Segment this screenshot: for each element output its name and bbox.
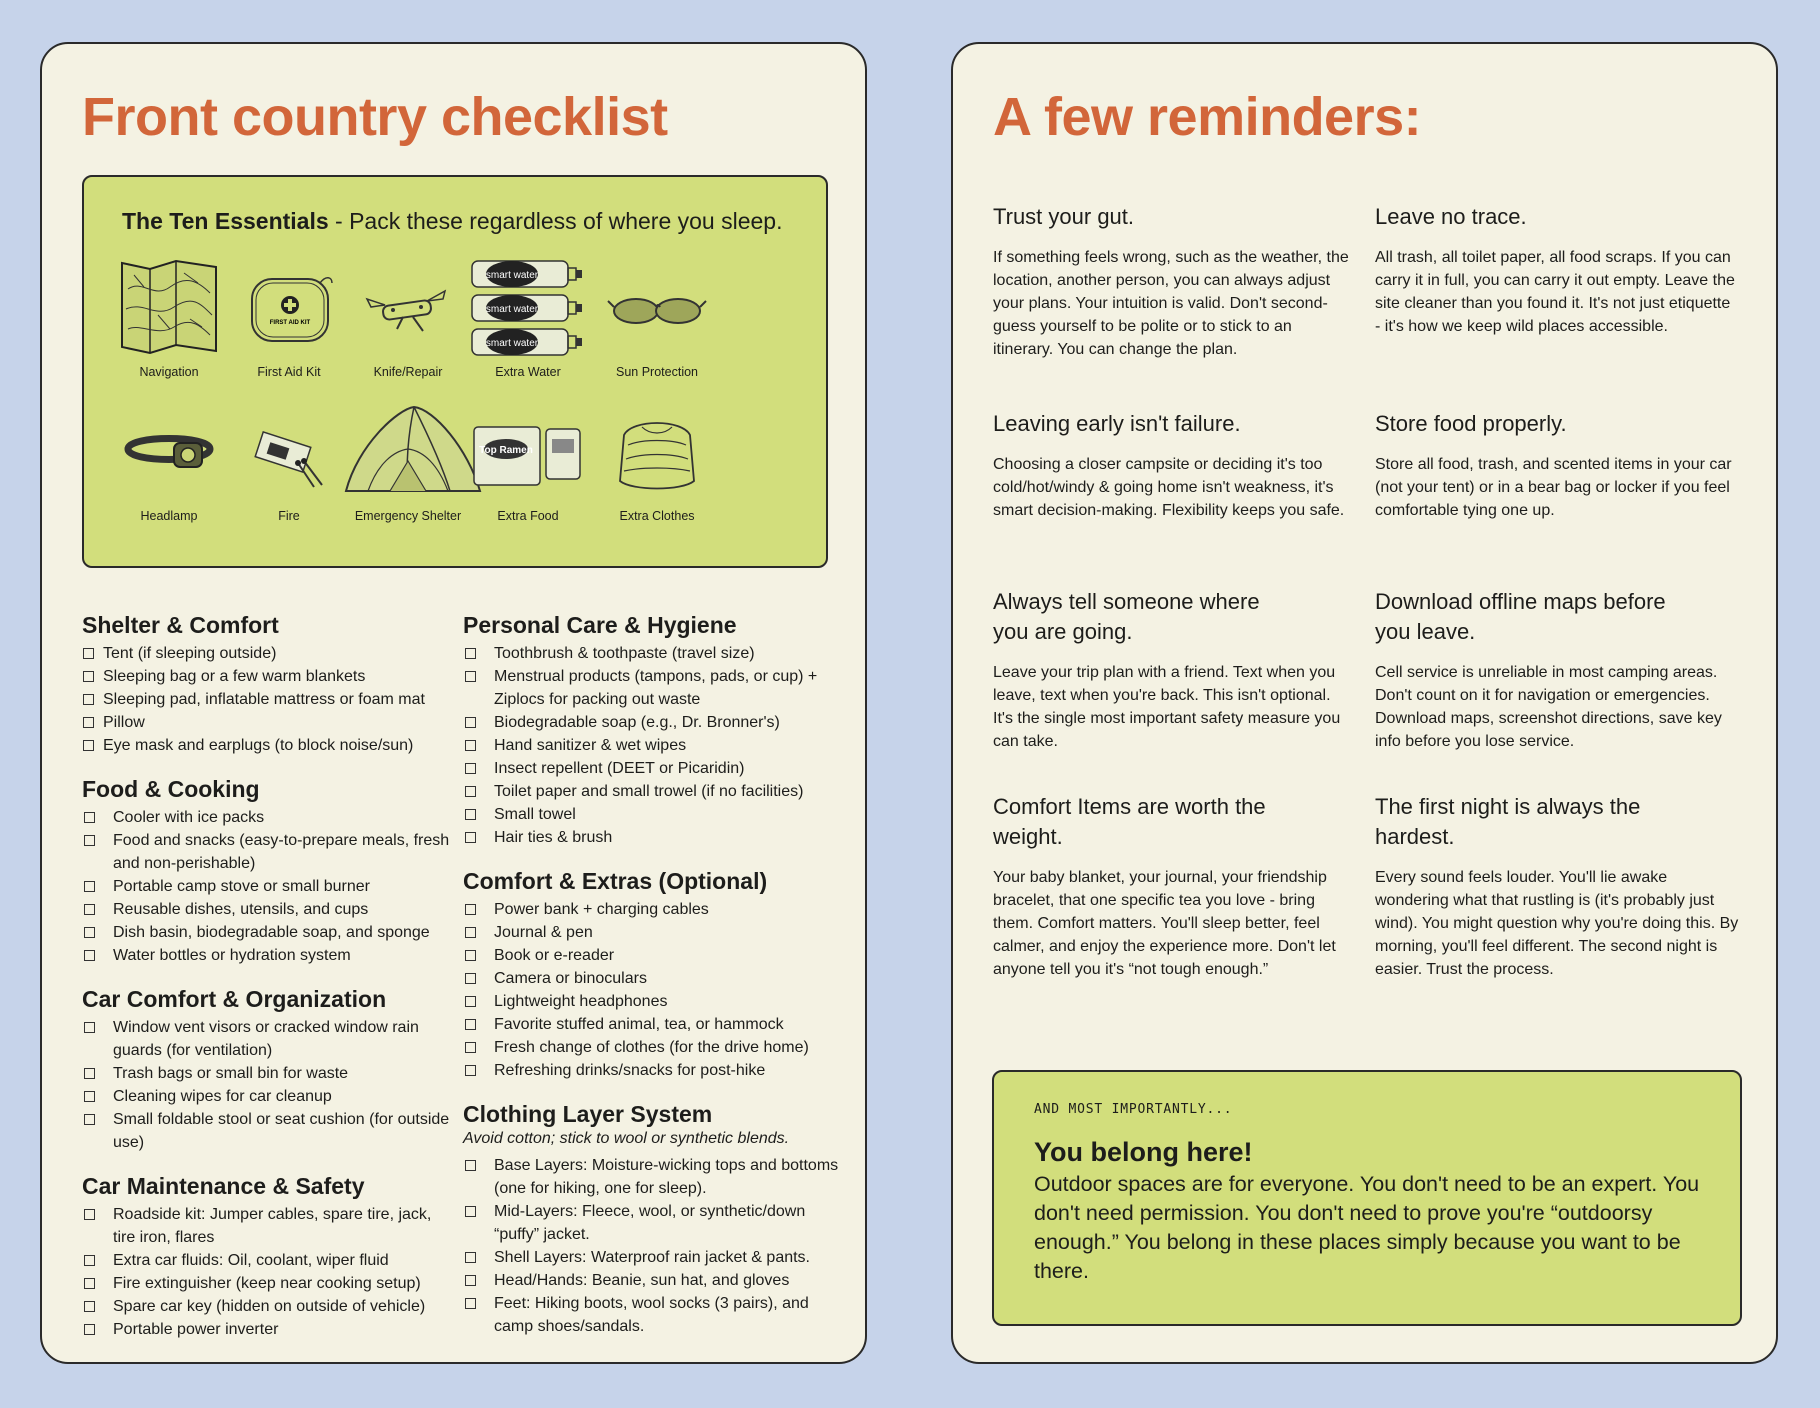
checklist-item <box>82 711 454 734</box>
checkbox[interactable] <box>84 1068 95 1079</box>
checklist-item-label: Book or e-reader <box>494 947 615 964</box>
reminder-body: All trash, all toilet paper, all food scraps. If you can carry it in full, you can carry it out empty. Leave the site cleaner than you found it. It's not just etiquette - it's how we keep wild places accessible. <box>1375 249 1735 335</box>
reminder-tell-someone <box>993 587 1341 753</box>
category-car-safety <box>82 1173 454 1341</box>
essential-navigation <box>99 259 239 379</box>
essential-label: Extra Food <box>497 509 559 523</box>
checklist-item-label: Fire extinguisher (keep near cooking setup) <box>113 1275 421 1292</box>
category-title: Shelter & Comfort <box>82 612 279 638</box>
checklist-panel <box>40 42 867 1364</box>
checkbox[interactable] <box>83 694 94 705</box>
checkbox[interactable] <box>465 904 476 915</box>
checkbox[interactable] <box>84 1324 95 1335</box>
essential-label: Fire <box>278 509 300 523</box>
checklist-item-label: Trash bags or small bin for waste <box>113 1065 349 1082</box>
checklist-item <box>82 1295 454 1318</box>
reminder-title: Download offline maps before you leave. <box>1375 589 1666 644</box>
checkbox[interactable] <box>465 1160 476 1171</box>
checklist-item-label: Toothbrush & toothpaste (travel size) <box>494 645 755 662</box>
checklist-item <box>82 875 454 898</box>
ten-essentials-heading-rest: - Pack these regardless of where you sleep. <box>328 208 783 234</box>
reminder-trust-gut <box>993 202 1353 361</box>
checklist-item-label: Mid-Layers: Fleece, wool, or synthetic/down “puffy” jacket. <box>494 1203 806 1243</box>
page-title: Front country checklist <box>82 87 668 147</box>
checkbox[interactable] <box>84 881 95 892</box>
water-bottles-icon <box>468 259 588 359</box>
checklist-item <box>82 829 454 875</box>
checklist <box>463 642 843 849</box>
checkbox[interactable] <box>465 740 476 751</box>
checkbox[interactable] <box>465 996 476 1007</box>
reminder-title: Store food properly. <box>1375 411 1567 436</box>
category-car-comfort <box>82 986 454 1154</box>
checklist-item-label: Base Layers: Moisture-wicking tops and bottoms (one for hiking, one for sleep). <box>494 1157 839 1197</box>
checklist-column-left <box>82 612 454 1360</box>
checklist-item <box>463 734 843 757</box>
checklist-item-label: Cooler with ice packs <box>113 809 265 826</box>
reminder-offline-maps <box>1375 587 1722 753</box>
checklist-item-label: Hand sanitizer & wet wipes <box>494 737 687 754</box>
category-title: Car Comfort & Organization <box>82 986 387 1012</box>
essential-label: Headlamp <box>140 509 198 523</box>
reminder-title: Comfort Items are worth the weight. <box>993 794 1266 849</box>
checkbox[interactable] <box>84 1209 95 1220</box>
checklist-item <box>463 1154 843 1200</box>
checkbox[interactable] <box>84 1091 95 1102</box>
checklist-item-label: Journal & pen <box>494 924 593 941</box>
checklist-item <box>463 1036 843 1059</box>
checklist-item <box>82 1108 454 1154</box>
ten-essentials-heading-bold: The Ten Essentials <box>122 208 329 234</box>
svg-text:FIRST AID KIT: FIRST AID KIT <box>269 320 311 326</box>
checklist-item <box>463 1059 843 1082</box>
checklist-item-label: Reusable dishes, utensils, and cups <box>113 901 369 918</box>
checklist-item-label: Head/Hands: Beanie, sun hat, and gloves <box>494 1272 790 1289</box>
checklist-item <box>463 665 843 711</box>
checklist <box>82 806 454 967</box>
checkbox[interactable] <box>84 1278 95 1289</box>
checklist <box>463 898 843 1082</box>
most-important-box <box>992 1070 1742 1326</box>
checkbox[interactable] <box>465 1275 476 1286</box>
category-title: Comfort & Extras (Optional) <box>463 868 768 894</box>
essential-clothes <box>587 405 727 523</box>
reminder-first-night <box>1375 792 1739 981</box>
essential-label: Navigation <box>139 365 199 379</box>
category-personal-care <box>463 612 843 849</box>
important-title: You belong here! <box>1034 1137 1253 1167</box>
checklist-item <box>82 1062 454 1085</box>
checklist-item <box>463 826 843 849</box>
checkbox[interactable] <box>83 648 94 659</box>
checklist-item-label: Small foldable stool or seat cushion (for outside use) <box>113 1111 450 1151</box>
checklist-item-label: Cleaning wipes for car cleanup <box>113 1088 332 1105</box>
reminder-body: Leave your trip plan with a friend. Text when you leave, text when you're back. This isn't optional. It's the single most important safety measure you can take. <box>993 664 1341 750</box>
checklist-item-label: Window vent visors or cracked window rain guards (for ventilation) <box>113 1019 419 1059</box>
checkbox[interactable] <box>465 671 476 682</box>
reminder-body: Every sound feels louder. You'll lie awake wondering what that rustling is (it's probably just wind). You might question why you're doing this. By morning, you'll feel different. The second night is easier. Trust the process. <box>1375 869 1739 978</box>
checklist-item <box>463 921 843 944</box>
ten-essentials-heading <box>122 208 783 235</box>
svg-text:smart water: smart water <box>485 338 539 349</box>
checklist-item-label: Camera or binoculars <box>494 970 647 987</box>
reminder-title: The first night is always the hardest. <box>1375 794 1641 849</box>
folded-jacket-icon <box>602 405 712 505</box>
reminder-body: Your baby blanket, your journal, your friendship bracelet, that one specific tea you love - bring them. Comfort matters. You'll sleep better, feel calmer, and enjoy the experience more. Don't let anyone tell you it's “not tough enough.” <box>993 869 1336 978</box>
category-comfort-extras <box>463 868 843 1082</box>
checklist <box>82 1016 454 1154</box>
checkbox[interactable] <box>465 1252 476 1263</box>
checklist-item <box>463 1246 843 1269</box>
checkbox[interactable] <box>84 1301 95 1312</box>
checklist-item <box>82 921 454 944</box>
checkbox[interactable] <box>465 1206 476 1217</box>
checklist <box>463 1154 843 1338</box>
checklist-item <box>82 806 454 829</box>
checklist-item-label: Water bottles or hydration system <box>113 947 351 964</box>
first-aid-kit-icon <box>234 259 344 359</box>
checklist-item <box>463 944 843 967</box>
essential-label: Extra Clothes <box>619 509 695 523</box>
checklist-item <box>463 1013 843 1036</box>
checklist-item <box>82 734 454 757</box>
essential-label: First Aid Kit <box>257 365 321 379</box>
reminders-title: A few reminders: <box>993 87 1422 147</box>
checklist-item <box>463 967 843 990</box>
checklist-item-label: Portable camp stove or small burner <box>113 878 370 895</box>
checkbox[interactable] <box>465 832 476 843</box>
checklist-item-label: Portable power inverter <box>113 1321 279 1338</box>
essential-label: Knife/Repair <box>373 365 443 379</box>
checkbox[interactable] <box>465 927 476 938</box>
checklist-item <box>82 1272 454 1295</box>
essential-label: Sun Protection <box>616 365 698 379</box>
checklist-item-label: Refreshing drinks/snacks for post-hike <box>494 1062 766 1079</box>
checklist-item <box>463 711 843 734</box>
checkbox[interactable] <box>465 809 476 820</box>
reminder-body: Choosing a closer campsite or deciding it's too cold/hot/windy & going home isn't weakness, it's smart decision-making. Flexibility keeps you safe. <box>993 456 1345 519</box>
essential-headlamp <box>99 405 239 523</box>
essential-shelter <box>338 405 478 523</box>
checklist-item <box>463 1200 843 1246</box>
checklist-item-label: Biodegradable soap (e.g., Dr. Bronner's) <box>494 714 780 731</box>
checklist-item <box>82 1318 454 1341</box>
checkbox[interactable] <box>84 904 95 915</box>
checklist-item-label: Shell Layers: Waterproof rain jacket & pants. <box>494 1249 810 1266</box>
checklist-column-right <box>463 612 843 1357</box>
svg-text:Top Ramen: Top Ramen <box>479 445 533 456</box>
checklist-item-label: Small towel <box>494 806 576 823</box>
reminder-title: Leaving early isn't failure. <box>993 411 1241 436</box>
checklist-item-label: Lightweight headphones <box>494 993 668 1010</box>
checkbox[interactable] <box>84 812 95 823</box>
ten-essentials-box <box>82 175 828 568</box>
checklist-item <box>463 757 843 780</box>
checklist-item <box>463 1269 843 1292</box>
category-clothing-layers <box>463 1101 843 1338</box>
reminder-body: Store all food, trash, and scented items in your car (not your tent) or in a bear bag or locker if you feel comfortable tying one up. <box>1375 456 1732 519</box>
essential-label: Emergency Shelter <box>354 509 462 523</box>
essential-food <box>458 405 598 523</box>
checklist-item <box>463 803 843 826</box>
reminder-store-food <box>1375 409 1735 522</box>
checklist-item <box>463 780 843 803</box>
reminders-panel <box>951 42 1778 1364</box>
multitool-icon <box>353 259 463 359</box>
category-title: Car Maintenance & Safety <box>82 1173 365 1199</box>
checklist-item-label: Fresh change of clothes (for the drive home) <box>494 1039 809 1056</box>
checkbox[interactable] <box>465 1065 476 1076</box>
checklist-item-label: Extra car fluids: Oil, coolant, wiper fluid <box>113 1252 389 1269</box>
checkbox[interactable] <box>465 648 476 659</box>
category-shelter-comfort <box>82 612 454 757</box>
checklist-item-label: Menstrual products (tampons, pads, or cup) + Ziplocs for packing out waste <box>494 668 818 708</box>
checklist-item-label: Dish basin, biodegradable soap, and sponge <box>113 924 430 941</box>
checklist <box>82 1203 454 1341</box>
checklist-item <box>82 665 454 688</box>
important-kicker: AND MOST IMPORTANTLY... <box>1034 1102 1233 1117</box>
category-title: Food & Cooking <box>82 776 260 802</box>
checklist-item <box>82 688 454 711</box>
checklist <box>82 642 454 757</box>
reminder-leave-no-trace <box>1375 202 1735 338</box>
essential-knife <box>338 259 478 379</box>
checkbox[interactable] <box>465 717 476 728</box>
checklist-item-label: Power bank + charging cables <box>494 901 709 918</box>
reminder-leaving-early <box>993 409 1353 522</box>
checklist-item-label: Food and snacks (easy-to-prepare meals, fresh and non-perishable) <box>113 832 450 872</box>
category-food-cooking <box>82 776 454 967</box>
checkbox[interactable] <box>465 1042 476 1053</box>
checkbox[interactable] <box>84 927 95 938</box>
checkbox[interactable] <box>465 1298 476 1309</box>
matches-icon <box>234 405 344 505</box>
checkbox[interactable] <box>84 1114 95 1125</box>
reminder-body: If something feels wrong, such as the weather, the location, another person, you can always adjust your plans. Your intuition is valid. Don't second-guess yourself to be polite or to stick to an itinerary. You can change the plan. <box>993 249 1349 358</box>
checkbox[interactable] <box>84 835 95 846</box>
svg-text:smart water: smart water <box>485 304 539 315</box>
svg-text:smart water: smart water <box>485 270 539 281</box>
checklist-item-label: Roadside kit: Jumper cables, spare tire, jack, tire iron, flares <box>113 1206 432 1246</box>
checkbox[interactable] <box>84 1022 95 1033</box>
reminder-title: Always tell someone where you are going. <box>993 589 1260 644</box>
checklist-item <box>82 1249 454 1272</box>
checkbox[interactable] <box>84 950 95 961</box>
checklist-item <box>463 642 843 665</box>
sunglasses-icon <box>602 259 712 359</box>
food-packages-icon <box>468 405 588 505</box>
checklist-item <box>463 1292 843 1338</box>
checklist-item-label: Hair ties & brush <box>494 829 613 846</box>
category-note: Avoid cotton; stick to wool or synthetic blends. <box>463 1130 790 1147</box>
checkbox[interactable] <box>83 717 94 728</box>
checklist-item <box>82 944 454 967</box>
checklist-item <box>82 1085 454 1108</box>
checklist-item-label: Feet: Hiking boots, wool socks (3 pairs), and camp shoes/sandals. <box>494 1295 809 1335</box>
reminder-comfort-items <box>993 792 1336 981</box>
important-body: Outdoor spaces are for everyone. You don't need to be an expert. You don't need permission. You don't need to prove you're “outdoorsy enough.” You belong in these places simply because you want to be there. <box>1034 1172 1700 1283</box>
checkbox[interactable] <box>465 763 476 774</box>
checklist-item <box>82 642 454 665</box>
essential-sun <box>587 259 727 379</box>
headlamp-icon <box>114 405 224 505</box>
reminder-body: Cell service is unreliable in most camping areas. Don't count on it for navigation or emergencies. Download maps, screenshot directions, save key info before you lose service. <box>1375 664 1722 750</box>
essential-label: Extra Water <box>495 365 561 379</box>
category-title: Clothing Layer System <box>463 1101 713 1127</box>
map-icon <box>114 259 224 359</box>
checkbox[interactable] <box>84 1255 95 1266</box>
checklist-item-label: Eye mask and earplugs (to block noise/sun) <box>103 737 414 754</box>
reminder-title: Trust your gut. <box>993 204 1135 229</box>
checklist-item-label: Insect repellent (DEET or Picaridin) <box>494 760 745 777</box>
checklist-item <box>82 1203 454 1249</box>
checklist-item-label: Favorite stuffed animal, tea, or hammock <box>494 1016 784 1033</box>
checklist-item <box>82 1016 454 1062</box>
checklist-item-label: Pillow <box>103 714 145 731</box>
checkbox[interactable] <box>465 950 476 961</box>
category-title: Personal Care & Hygiene <box>463 612 737 638</box>
checklist-item-label: Sleeping bag or a few warm blankets <box>103 668 366 685</box>
checklist-item-label: Toilet paper and small trowel (if no facilities) <box>494 783 804 800</box>
checklist-item-label: Tent (if sleeping outside) <box>103 645 277 662</box>
checkbox[interactable] <box>465 1019 476 1030</box>
checklist-item <box>463 990 843 1013</box>
checkbox[interactable] <box>83 740 94 751</box>
checkbox[interactable] <box>465 786 476 797</box>
checklist-item <box>82 898 454 921</box>
reminder-title: Leave no trace. <box>1375 204 1527 229</box>
checklist-item <box>463 898 843 921</box>
checkbox[interactable] <box>83 671 94 682</box>
checklist-item-label: Sleeping pad, inflatable mattress or foam mat <box>103 691 425 708</box>
checklist-item-label: Spare car key (hidden on outside of vehicle) <box>113 1298 426 1315</box>
essential-water <box>458 259 598 379</box>
checkbox[interactable] <box>465 973 476 984</box>
